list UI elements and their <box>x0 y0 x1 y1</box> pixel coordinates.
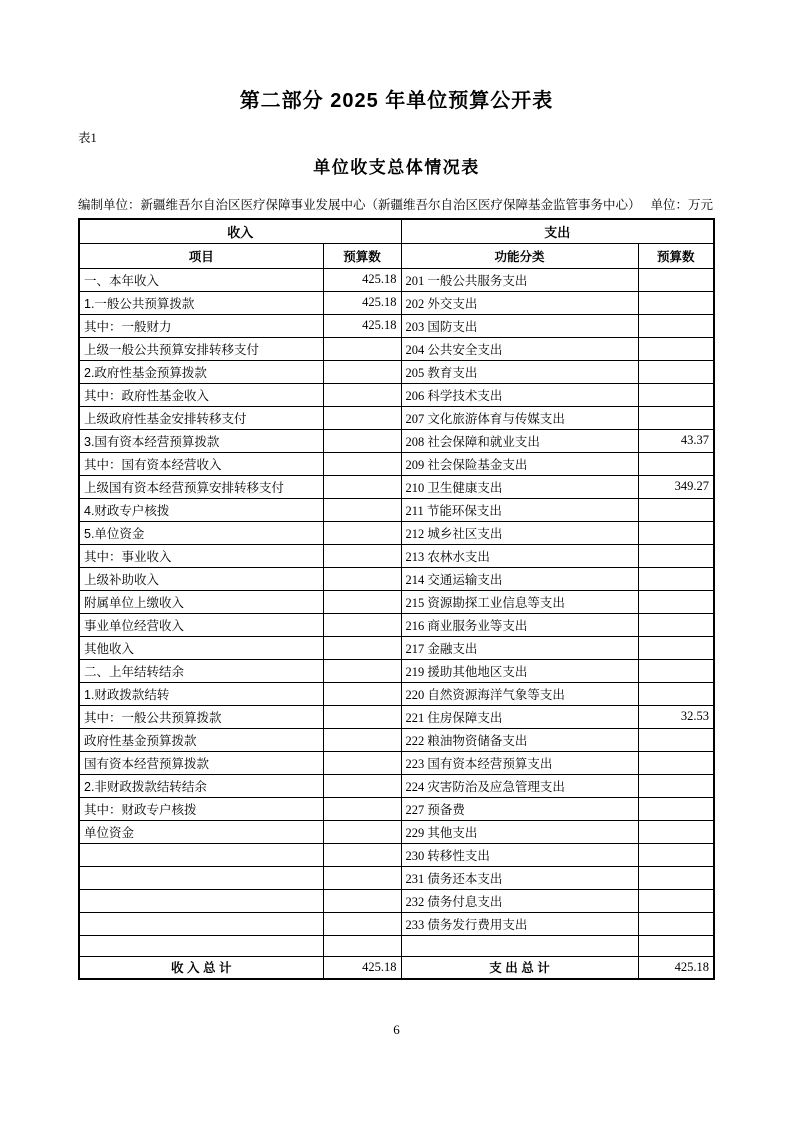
expense-item-cell: 227 预备费 <box>401 797 638 820</box>
income-item-cell: 其中：一般财力 <box>79 314 323 337</box>
expense-budget-cell <box>638 498 714 521</box>
income-budget-cell <box>323 544 401 567</box>
section-header-row <box>79 219 714 243</box>
column-header-row <box>79 243 714 268</box>
expense-budget-cell <box>638 820 714 843</box>
table-row <box>79 636 714 659</box>
table-row <box>79 705 714 728</box>
expense-budget-cell <box>638 935 714 956</box>
income-item-cell: 1.财政拨款结转 <box>79 682 323 705</box>
income-item-cell: 其中：政府性基金收入 <box>79 383 323 406</box>
currency-unit-label: 单位：万元 <box>650 198 713 212</box>
table-row <box>79 544 714 567</box>
table-row <box>79 751 714 774</box>
table-row <box>79 659 714 682</box>
income-total-value: 425.18 <box>323 956 401 979</box>
table-row <box>79 590 714 613</box>
expense-budget-cell <box>638 797 714 820</box>
table-row <box>79 291 714 314</box>
income-item-cell: 上级国有资本经营预算安排转移支付 <box>79 475 323 498</box>
expense-item-cell: 213 农林水支出 <box>401 544 638 567</box>
table-row <box>79 360 714 383</box>
table-row <box>79 268 714 291</box>
income-item-cell: 其中：财政专户核拨 <box>79 797 323 820</box>
income-item-cell: 上级政府性基金安排转移支付 <box>79 406 323 429</box>
income-budget-cell <box>323 728 401 751</box>
income-item-cell: 其中：一般公共预算拨款 <box>79 705 323 728</box>
income-item-cell: 其中：事业收入 <box>79 544 323 567</box>
table-body <box>79 268 714 956</box>
expense-item-cell <box>401 935 638 956</box>
table-row <box>79 429 714 452</box>
expense-budget-cell <box>638 383 714 406</box>
income-item-cell: 4.财政专户核拨 <box>79 498 323 521</box>
expense-budget-cell <box>638 774 714 797</box>
expense-item-cell: 212 城乡社区支出 <box>401 521 638 544</box>
table-row <box>79 452 714 475</box>
income-item-cell: 上级补助收入 <box>79 567 323 590</box>
expense-item-cell: 232 债务付息支出 <box>401 889 638 912</box>
expense-item-cell: 209 社会保险基金支出 <box>401 452 638 475</box>
table-row <box>79 797 714 820</box>
expense-total-label: 支 出 总 计 <box>401 956 638 979</box>
expense-budget-cell <box>638 268 714 291</box>
income-budget-cell <box>323 797 401 820</box>
income-item-cell: 事业单位经营收入 <box>79 613 323 636</box>
income-total-label: 收 入 总 计 <box>79 956 323 979</box>
table-row <box>79 475 714 498</box>
table-row <box>79 314 714 337</box>
expense-budget-cell <box>638 521 714 544</box>
income-item-cell: 2.政府性基金预算拨款 <box>79 360 323 383</box>
income-budget-cell <box>323 636 401 659</box>
expense-budget-cell <box>638 567 714 590</box>
expense-budget-cell <box>638 912 714 935</box>
expense-budget-cell <box>638 337 714 360</box>
table-row <box>79 774 714 797</box>
income-budget-cell <box>323 360 401 383</box>
expense-budget-cell <box>638 682 714 705</box>
income-item-cell <box>79 843 323 866</box>
income-budget-cell <box>323 751 401 774</box>
expense-item-cell: 201 一般公共服务支出 <box>401 268 638 291</box>
expense-total-value: 425.18 <box>638 956 714 979</box>
income-expense-summary-table <box>78 218 715 980</box>
expense-budget-cell <box>638 406 714 429</box>
income-item-cell: 二、上年结转结余 <box>79 659 323 682</box>
total-row <box>79 956 714 979</box>
expense-item-cell: 224 灾害防治及应急管理支出 <box>401 774 638 797</box>
table-row <box>79 521 714 544</box>
expense-item-cell: 211 节能环保支出 <box>401 498 638 521</box>
income-item-cell <box>79 935 323 956</box>
expense-budget-cell <box>638 314 714 337</box>
expense-item-cell: 233 债务发行费用支出 <box>401 912 638 935</box>
expense-item-cell: 205 教育支出 <box>401 360 638 383</box>
table-row <box>79 935 714 956</box>
expense-budget-cell <box>638 728 714 751</box>
expense-item-cell: 220 自然资源海洋气象等支出 <box>401 682 638 705</box>
income-budget-cell <box>323 498 401 521</box>
income-item-cell: 上级一般公共预算安排转移支付 <box>79 337 323 360</box>
table-row <box>79 498 714 521</box>
col-header-expense-budget: 预算数 <box>638 243 714 268</box>
expense-item-cell: 202 外交支出 <box>401 291 638 314</box>
income-item-cell: 3.国有资本经营预算拨款 <box>79 429 323 452</box>
expense-item-cell: 204 公共安全支出 <box>401 337 638 360</box>
income-budget-cell <box>323 682 401 705</box>
expense-item-cell: 231 债务还本支出 <box>401 866 638 889</box>
income-budget-cell: 425.18 <box>323 314 401 337</box>
expense-budget-cell <box>638 636 714 659</box>
income-item-cell: 其他收入 <box>79 636 323 659</box>
expense-item-cell: 206 科学技术支出 <box>401 383 638 406</box>
income-budget-cell <box>323 820 401 843</box>
expense-budget-cell: 43.37 <box>638 429 714 452</box>
expense-item-cell: 221 住房保障支出 <box>401 705 638 728</box>
expense-item-cell: 208 社会保障和就业支出 <box>401 429 638 452</box>
expense-budget-cell <box>638 889 714 912</box>
income-budget-cell <box>323 521 401 544</box>
expense-budget-cell <box>638 751 714 774</box>
table-row <box>79 820 714 843</box>
income-item-cell: 5.单位资金 <box>79 521 323 544</box>
income-item-cell: 其中：国有资本经营收入 <box>79 452 323 475</box>
expense-item-cell: 203 国防支出 <box>401 314 638 337</box>
income-budget-cell <box>323 912 401 935</box>
income-budget-cell <box>323 705 401 728</box>
income-budget-cell <box>323 475 401 498</box>
income-budget-cell: 425.18 <box>323 268 401 291</box>
expense-item-cell: 229 其他支出 <box>401 820 638 843</box>
table-meta-line <box>78 195 713 213</box>
table-row <box>79 728 714 751</box>
col-header-income-budget: 预算数 <box>323 243 401 268</box>
income-item-cell: 一、本年收入 <box>79 268 323 291</box>
table-row <box>79 383 714 406</box>
income-budget-cell <box>323 659 401 682</box>
table-row <box>79 613 714 636</box>
prepared-by-label: 编制单位：新疆维吾尔自治区医疗保障事业发展中心（新疆维吾尔自治区医疗保障基金监管事务中心） <box>78 198 641 212</box>
table-row <box>79 889 714 912</box>
expense-budget-cell <box>638 659 714 682</box>
expense-budget-cell <box>638 452 714 475</box>
income-section-header: 收入 <box>79 219 401 243</box>
page-title: 第二部分 2025 年单位预算公开表 <box>239 90 554 112</box>
expense-budget-cell <box>638 291 714 314</box>
income-budget-cell <box>323 935 401 956</box>
col-header-item: 项目 <box>79 243 323 268</box>
expense-budget-cell <box>638 843 714 866</box>
income-budget-cell: 425.18 <box>323 291 401 314</box>
income-item-cell: 单位资金 <box>79 820 323 843</box>
table-row <box>79 843 714 866</box>
table-number-label: 表1 <box>78 131 97 145</box>
expense-budget-cell: 349.27 <box>638 475 714 498</box>
table-row <box>79 866 714 889</box>
col-header-function-class: 功能分类 <box>401 243 638 268</box>
income-budget-cell <box>323 774 401 797</box>
expense-budget-cell <box>638 590 714 613</box>
expense-item-cell: 207 文化旅游体育与传媒支出 <box>401 406 638 429</box>
income-budget-cell <box>323 866 401 889</box>
income-budget-cell <box>323 613 401 636</box>
income-item-cell: 2.非财政拨款结转结余 <box>79 774 323 797</box>
income-item-cell: 政府性基金预算拨款 <box>79 728 323 751</box>
expense-item-cell: 215 资源勘探工业信息等支出 <box>401 590 638 613</box>
expense-budget-cell <box>638 613 714 636</box>
expense-item-cell: 219 援助其他地区支出 <box>401 659 638 682</box>
income-budget-cell <box>323 567 401 590</box>
table-row <box>79 567 714 590</box>
table-row <box>79 912 714 935</box>
income-budget-cell <box>323 452 401 475</box>
page-number: 6 <box>393 1022 400 1037</box>
expense-item-cell: 217 金融支出 <box>401 636 638 659</box>
income-item-cell <box>79 912 323 935</box>
income-item-cell: 附属单位上缴收入 <box>79 590 323 613</box>
expense-item-cell: 214 交通运输支出 <box>401 567 638 590</box>
table-row <box>79 337 714 360</box>
expense-budget-cell: 32.53 <box>638 705 714 728</box>
income-budget-cell <box>323 843 401 866</box>
table-row <box>79 682 714 705</box>
income-budget-cell <box>323 590 401 613</box>
income-budget-cell <box>323 383 401 406</box>
expense-item-cell: 210 卫生健康支出 <box>401 475 638 498</box>
income-item-cell: 1.一般公共预算拨款 <box>79 291 323 314</box>
income-item-cell <box>79 866 323 889</box>
expense-budget-cell <box>638 866 714 889</box>
table-row <box>79 406 714 429</box>
income-item-cell: 国有资本经营预算拨款 <box>79 751 323 774</box>
expense-item-cell: 223 国有资本经营预算支出 <box>401 751 638 774</box>
expense-item-cell: 230 转移性支出 <box>401 843 638 866</box>
income-budget-cell <box>323 337 401 360</box>
expense-section-header: 支出 <box>401 219 714 243</box>
income-budget-cell <box>323 406 401 429</box>
expense-budget-cell <box>638 360 714 383</box>
expense-item-cell: 222 粮油物资储备支出 <box>401 728 638 751</box>
income-budget-cell <box>323 889 401 912</box>
income-item-cell <box>79 889 323 912</box>
expense-budget-cell <box>638 544 714 567</box>
expense-item-cell: 216 商业服务业等支出 <box>401 613 638 636</box>
table-title: 单位收支总体情况表 <box>313 158 480 177</box>
income-budget-cell <box>323 429 401 452</box>
